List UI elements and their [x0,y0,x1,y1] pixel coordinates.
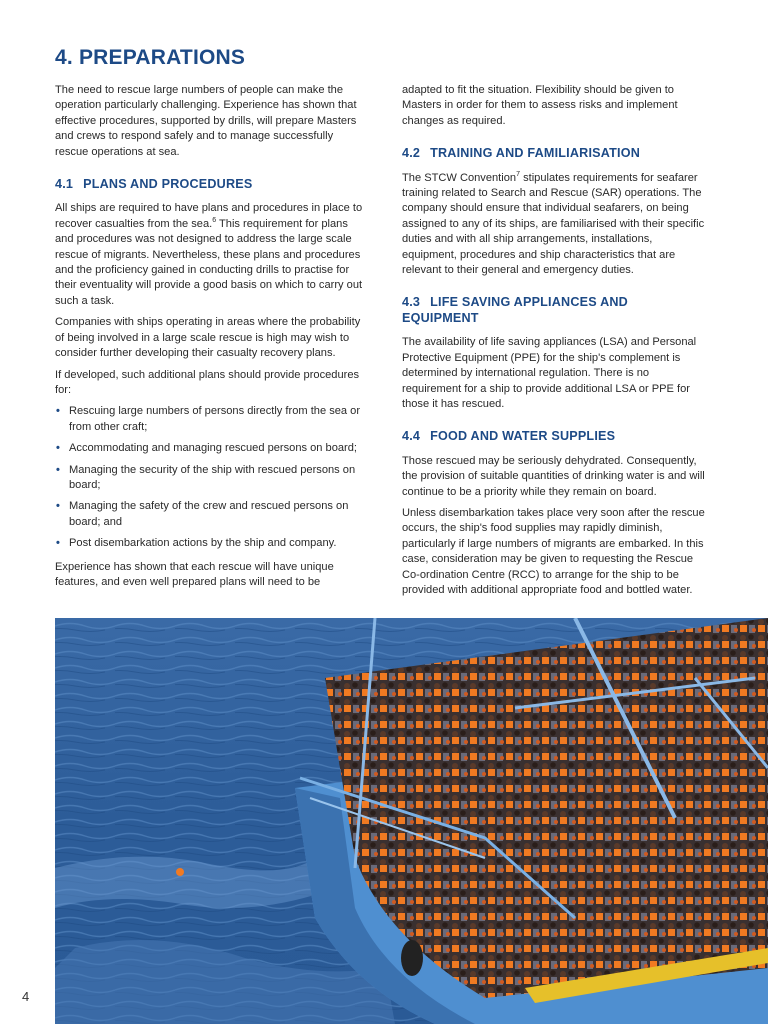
migrant-boat-photo [55,618,768,1024]
photo-illustration [55,618,768,1024]
list-item-text: Rescuing large numbers of persons directly from the sea or from other craft; [69,405,361,433]
text-run: All ships are required to have plans and procedures in place to recover casualties from the sea. [55,202,363,230]
left-column [55,83,367,596]
section-4-4-paragraph-2: Unless disembarkation takes place very soon after the rescue occurs, the ship's food supplies may rapidly diminish, particularly if large numbers of migrants are embarked. In this case, consideration may be given to requesting the Rescue Co-ordination Centre (RCC) to arrange for the ship to be provided with additional appropriate food and bottled water. [402,506,705,596]
section-title: PLANS AND PROCEDURES [83,177,253,192]
page-number: 4 [22,989,30,1004]
footnote-ref: 7 [516,170,520,178]
list-item-text: Managing the security of the ship with rescued persons on board; [69,463,356,491]
section-4-3-heading [402,295,707,326]
text-run: The STCW Convention [402,171,517,184]
list-item [55,441,367,456]
list-item-text: Accommodating and managing rescued persons on board; [69,442,357,455]
text-run: This requirement for plans and procedures was not designed to address the large scale rescue of migrants. Nevertheless, these plans and procedures and the proficiency gained in conducting drills to practise for their eventuality will provide a good basis on which to carry out such a task. [55,217,363,307]
section-4-1-heading [55,177,367,192]
section-4-1-paragraph-3: If developed, such additional plans should provide procedures for: [55,368,360,396]
section-number: 4.3 [402,295,421,310]
section-4-1-paragraph-2: Companies with ships operating in areas where the probability of being involved in a large scale rescue is high may wish to consider further developing their casualty recovery plans. [55,316,361,360]
section-4-4-heading [402,429,707,444]
section-4-2-heading [402,146,707,161]
bullet-icon: • [56,405,60,418]
bullet-icon: • [56,463,60,476]
section-4-1-paragraph-1 [55,201,367,309]
procedures-list [55,404,367,551]
section-number: 4.1 [55,177,74,192]
list-item-text: Post disembarkation actions by the ship and company. [69,537,337,550]
bullet-icon: • [56,442,60,455]
list-item [55,499,367,530]
footnote-ref: 6 [212,216,217,224]
section-title: TRAINING AND FAMILIARISATION [430,146,640,161]
section-4-3-paragraph-1: The availability of life saving appliances (LSA) and Personal Protective Equipment (PPE) for the ship's complement is determined by international regulation. There is no requirement for a ship to provide additional LSA or PPE for those it has rescued. [402,336,697,410]
list-item [55,463,367,494]
list-item [55,536,367,551]
bullet-icon: • [56,500,60,513]
section-4-1-paragraph-4: Experience has shown that each rescue will have unique features, and even well prepared plans will need to be [55,560,334,588]
section-number: 4.4 [402,429,421,444]
section-title: LIFE SAVING APPLIANCES AND EQUIPMENT [402,295,628,325]
continued-paragraph: adapted to fit the situation. Flexibility should be given to Masters in order for them to assess risks and implement changes as required. [402,84,678,127]
page-title: 4. PREPARATIONS [55,46,246,69]
section-4-4-paragraph-1: Those rescued may be seriously dehydrated. Consequently, the provision of suitable quantities of drinking water is and will continue to be a priority while they remain on board. [402,454,705,498]
tyre-fender [401,940,423,976]
right-column [402,83,707,604]
text-run: stipulates requirements for seafarer training related to Search and Rescue (SAR) operations. The company should ensure that individual seafarers, on being assigned to any of its ships, are familiarised with their specific duties and with all ship arrangements, installations, equipment, procedures and ship characteristics that are relevant to their general and emergency duties. [402,171,705,277]
list-item-text: Managing the safety of the crew and rescued persons on board; and [69,500,349,528]
list-item [55,404,367,435]
floating-person [176,868,184,876]
intro-paragraph: The need to rescue large numbers of people can make the operation particularly challenging. Experience has shown that effective procedures, supported by drills, will prepare Masters and crews to respond safely and to manage successfully rescue operations at sea. [55,84,357,158]
section-number: 4.2 [402,146,421,161]
bullet-icon: • [56,537,60,550]
section-title: FOOD AND WATER SUPPLIES [430,429,616,444]
section-4-2-paragraph-1 [402,171,707,279]
